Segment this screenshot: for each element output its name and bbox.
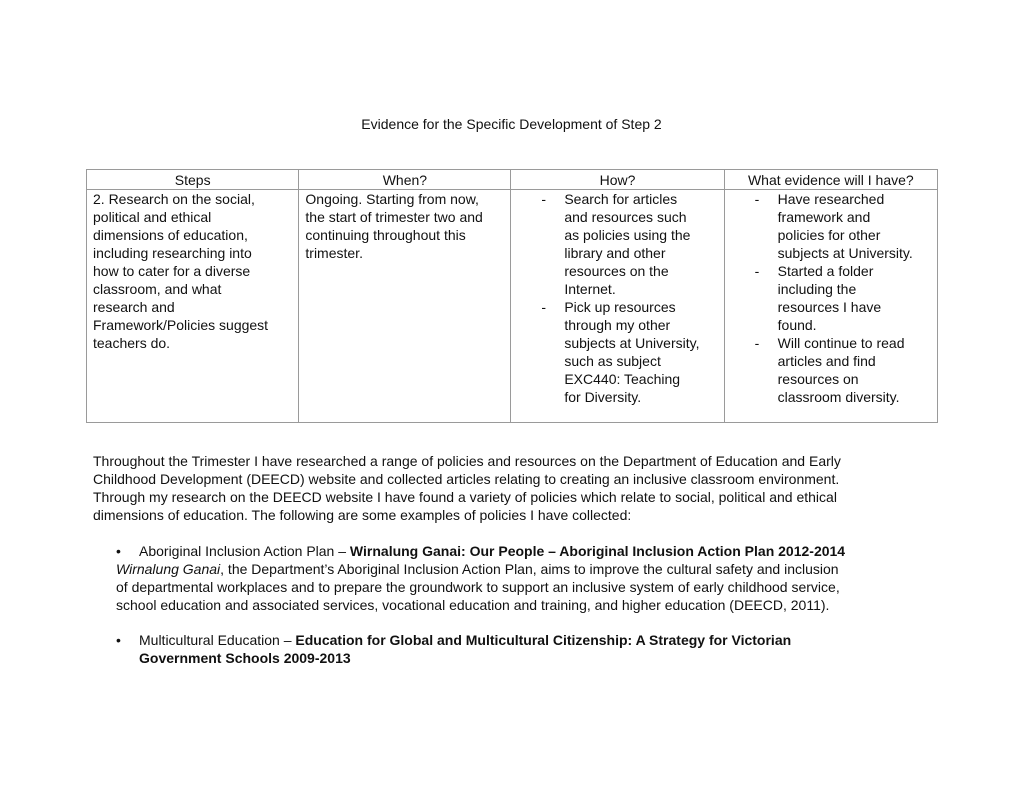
evidence-line: Have researched [777,191,885,207]
how-line: resources on the [564,263,669,279]
list-item [731,262,931,334]
intro-line: Childhood Development (DEECD) website and collected articles relating to creating an inclusive classroom environment. [93,471,840,487]
header-evidence: What evidence will I have? [724,170,937,190]
when-line: trimester. [305,245,363,261]
evidence-line: articles and find [777,353,876,369]
steps-line: Framework/Policies suggest [93,317,269,333]
evidence-line: policies for other [777,227,881,243]
bullet-desc-line [116,560,942,578]
bullet-lead: Aboriginal Inclusion Action Plan – [139,543,350,559]
steps-line: research and [93,299,175,315]
when-line: continuing throughout this [305,227,466,243]
dash-marker: - [754,335,760,351]
policy-bullet-aboriginal [116,542,942,614]
bullet-desc-text: , the Department’s Aboriginal Inclusion Action Plan, aims to improve the cultural safety and inclusion [220,561,839,577]
bullet-dot-icon: • [116,543,121,559]
bullet-desc-line: school education and associated services, vocational education and training, and higher education (DEECD, 2011). [116,597,830,613]
evidence-line: Will continue to read [777,335,905,351]
how-line: through my other [564,317,671,333]
evidence-list [731,190,931,406]
list-item [517,298,717,406]
how-list [517,190,717,406]
bullet-heading-line [116,542,942,560]
how-line: EXC440: Teaching [564,371,681,387]
how-line: as policies using the [564,227,691,243]
evidence-line: subjects at University. [777,245,913,261]
steps-line: how to cater for a diverse [93,263,251,279]
how-line: and resources such [564,209,687,225]
steps-line: 2. Research on the social, [93,191,255,207]
when-line: Ongoing. Starting from now, [305,191,479,207]
evidence-line: framework and [777,209,871,225]
list-item [731,334,931,406]
header-steps: Steps [87,170,299,190]
intro-line: dimensions of education. The following are some examples of policies I have collected: [93,507,632,523]
intro-line: Through my research on the DEECD website I have found a variety of policies which relate to social, political and ethical [93,489,837,505]
dash-marker: - [754,263,760,279]
evidence-line: resources on [777,371,859,387]
when-line: the start of trimester two and [305,209,483,225]
policy-title-continued: Government Schools 2009-2013 [139,650,351,666]
table-header-row [87,170,938,190]
evidence-line: found. [777,317,817,333]
evidence-line: including the [777,281,857,297]
table-row [87,190,938,423]
dash-marker: - [754,191,760,207]
bullet-desc-line: of departmental workplaces and to prepare the groundwork to support an inclusive system of early childhood service, [116,579,840,595]
list-item [731,190,931,262]
how-line: such as subject [564,353,661,369]
evidence-cell [724,190,937,423]
how-line: library and other [564,245,666,261]
steps-line: teachers do. [93,335,171,351]
steps-line: classroom, and what [93,281,222,297]
policy-title: Education for Global and Multicultural Citizenship: A Strategy for Victorian [295,632,792,648]
bullet-dot-icon: • [116,632,121,648]
list-item [517,190,717,298]
policy-italic-name: Wirnalung Ganai [116,561,221,577]
header-how: How? [511,170,724,190]
how-cell [511,190,724,423]
development-plan-table [86,169,938,423]
how-line: for Diversity. [564,389,642,405]
steps-line: dimensions of education, [93,227,248,243]
evidence-line: classroom diversity. [777,389,900,405]
bullet-lead: Multicultural Education – [139,632,296,648]
how-line: Search for articles [564,191,678,207]
bullet-heading-line [116,631,942,649]
steps-line: political and ethical [93,209,212,225]
when-cell [299,190,511,423]
policy-bullet-multicultural [116,631,942,667]
policy-title: Wirnalung Ganai: Our People – Aboriginal Inclusion Action Plan 2012-2014 [349,543,846,559]
steps-line: including researching into [93,245,252,261]
evidence-line: Started a folder [777,263,874,279]
intro-paragraph [93,452,938,524]
steps-cell [87,190,299,423]
how-line: Pick up resources [564,299,676,315]
dash-marker: - [541,191,547,207]
dash-marker: - [541,299,547,315]
header-when: When? [299,170,511,190]
intro-line: Throughout the Trimester I have researched a range of policies and resources on the Department of Education and Early [93,453,841,469]
how-line: Internet. [564,281,616,297]
document-title: Evidence for the Specific Development of Step 2 [361,116,662,132]
how-line: subjects at University, [564,335,700,351]
evidence-line: resources I have [777,299,882,315]
